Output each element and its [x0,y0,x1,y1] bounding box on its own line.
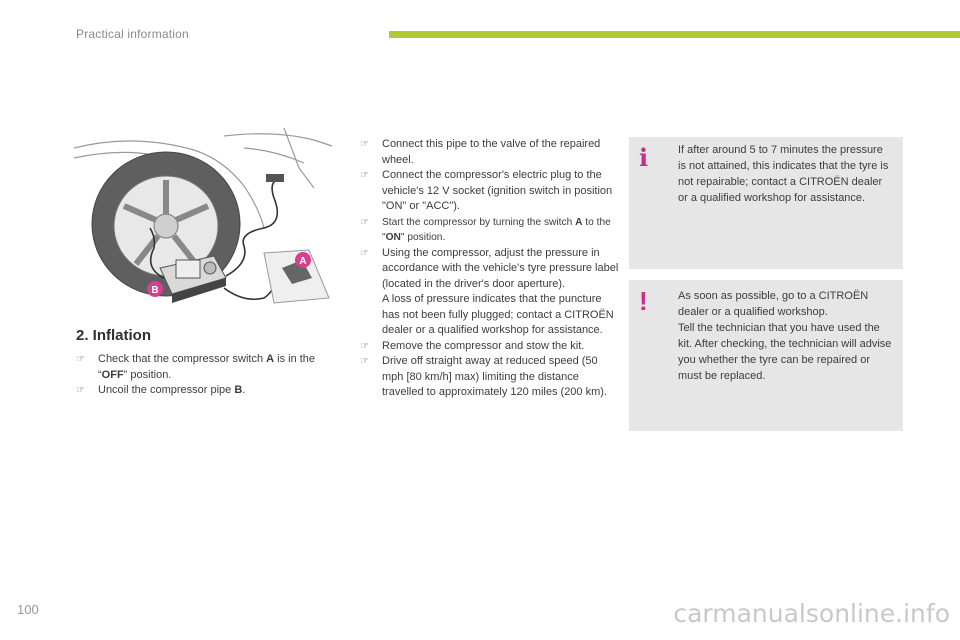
warning-icon: ! [639,286,648,316]
label-b-text: B [151,285,159,296]
step-connect-plug: ☞ Connect the compressor's electric plug to the vehicle's 12 V socket (ignition switch in position "ON" or "ACC"). [360,169,613,212]
pointing-hand-icon: ☞ [360,340,369,352]
pointing-hand-icon: ☞ [360,247,369,259]
pointing-hand-icon: ☞ [360,139,369,150]
section-heading: 2. Inflation [76,327,151,344]
info-text: If after around 5 to 7 minutes the pressure is not attained, this indicates that the tyre is not repairable; contact a CITROËN dealer or a qualified workshop for assistance. [678,144,889,204]
warning-box [629,280,903,431]
watermark: carmanualsonline.info [673,599,950,628]
inflation-steps-middle [360,137,622,401]
label-a-text: A [299,256,307,267]
step-check-switch: ☞ Check that the compressor switch A is in the “OFF” position. [76,353,316,381]
page-section-title: Practical information [76,27,189,41]
info-box [629,137,903,269]
pointing-hand-icon: ☞ [360,216,369,228]
step-uncoil-pipe: ☞ Uncoil the compressor pipe B. [76,383,331,399]
pressure-loss-note: A loss of pressure indicates that the puncture has not been fully plugged; contact a CITROËN dealer or a qualified workshop for assistance. [382,293,614,336]
compressor-illustration [74,128,334,311]
pointing-hand-icon: ☞ [360,356,369,367]
step-adjust-pressure: ☞ Using the compressor, adjust the pressure in accordance with the vehicle's tyre pressure label (located in the driver's door aperture). A loss of pressure indicates that the puncture has not been fully plugged; contact a CITROËN dealer or a qualified workshop for assistance. [360,246,622,339]
inflation-steps-left [76,352,331,399]
pointing-hand-icon: ☞ [76,354,85,365]
pointing-hand-icon: ☞ [360,170,369,181]
page-number: 100 [17,602,39,617]
step-stow-kit: ☞ Remove the compressor and stow the kit. [360,339,622,355]
step-start-compressor: ☞ Start the compressor by turning the switch A to the "ON" position. [360,216,611,243]
header-accent-bar [389,31,960,38]
socket-plug [266,174,284,182]
step-drive-off: ☞ Drive off straight away at reduced speed (50 mph [80 km/h] max) limiting the distance travelled to approximately 120 miles (200 km). [360,355,607,398]
info-icon: i [639,143,649,172]
step-connect-pipe: ☞ Connect this pipe to the valve of the repaired wheel. [360,138,601,166]
warning-text: As soon as possible, go to a CITROËN dealer or a qualified workshop. Tell the technician that you have used the kit. After checking, the technician will advise you whether the tyre can be repaired or must be replaced. [678,290,892,382]
pointing-hand-icon: ☞ [76,385,85,396]
